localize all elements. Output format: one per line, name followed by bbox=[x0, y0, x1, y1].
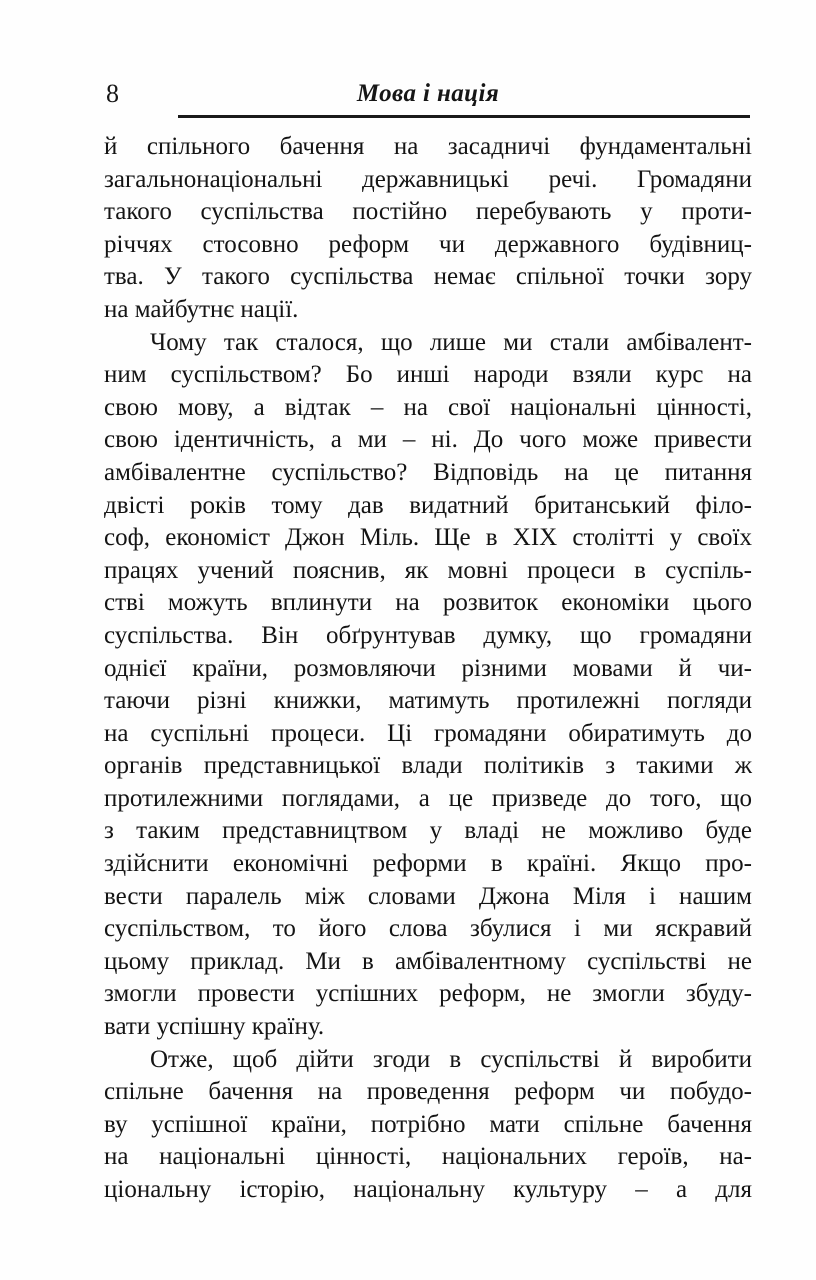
running-head bbox=[104, 80, 752, 112]
text-line: органів представницької влади політиків з такими ж bbox=[104, 752, 752, 780]
text-line: Отже, щоб дійти згоди в суспільстві й виробити bbox=[150, 1045, 752, 1073]
text-line: на майбутнє нації. bbox=[104, 295, 299, 323]
header-rule bbox=[178, 115, 750, 118]
text-line: свою мову, а відтак – на свої національні цінності, bbox=[104, 393, 752, 421]
text-line: річчях стосовно реформ чи державного будівниц- bbox=[104, 230, 752, 258]
page-number: 8 bbox=[106, 79, 119, 108]
text-line: суспільства. Він обґрунтував думку, що громадяни bbox=[104, 621, 752, 649]
text-line: протилежними поглядами, а це призведе до того, що bbox=[104, 784, 752, 812]
text-line: вати успішну країну. bbox=[104, 1013, 325, 1041]
text-line: спільне бачення на проведення реформ чи побудо- bbox=[104, 1078, 752, 1106]
text-line: такого суспільства постійно перебувають у проти- bbox=[104, 198, 752, 226]
text-line: тва. У такого суспільства немає спільної точки зору bbox=[104, 263, 752, 291]
text-line: з таким представництвом у владі не можливо буде bbox=[104, 817, 752, 845]
text-line: стві можуть вплинути на розвиток економіки цього bbox=[104, 589, 752, 617]
text-line: соф, економіст Джон Міль. Ще в XIX столітті у своїх bbox=[104, 524, 752, 552]
text-line: свою ідентичність, а ми – ні. До чого може привести bbox=[104, 426, 752, 454]
text-line: суспільством, то його слова збулися і ми яскравий bbox=[104, 915, 752, 943]
text-line: таючи різні книжки, матимуть протилежні погляди bbox=[104, 687, 752, 715]
body-text bbox=[104, 131, 752, 1207]
text-line: ним суспільством? Бо инші народи взяли курс на bbox=[104, 361, 752, 389]
text-line: на суспільні процеси. Ці громадяни обиратимуть до bbox=[104, 719, 752, 747]
text-line: однієї країни, розмовляючи різними мовами й чи- bbox=[104, 654, 752, 682]
text-line: вести паралель між словами Джона Міля і нашим bbox=[104, 882, 752, 910]
text-line: здійснити економічні реформи в країні. Якщо про- bbox=[104, 850, 752, 878]
text-line: двісті років тому дав видатний британський філо- bbox=[104, 491, 752, 519]
text-line: на національні цінності, національних героїв, на- bbox=[104, 1143, 752, 1171]
text-line: Чому так сталося, що лише ми стали амбівалент- bbox=[150, 328, 752, 356]
text-line: загальнонаціональні державницькі речі. Громадяни bbox=[104, 165, 752, 193]
text-line: цьому приклад. Ми в амбівалентному суспільстві не bbox=[104, 947, 752, 975]
text-line: ву успішної країни, потрібно мати спільне бачення bbox=[104, 1110, 752, 1138]
running-head-title: Мова і нація bbox=[356, 80, 500, 107]
text-column bbox=[104, 80, 752, 1207]
text-line: ціональну історію, національну культуру – а для bbox=[104, 1176, 752, 1203]
text-line: й спільного бачення на засадничі фундаментальні bbox=[104, 133, 752, 160]
text-line: змогли провести успішних реформ, не змогли збуду- bbox=[104, 980, 752, 1008]
text-line: амбівалентне суспільство? Відповідь на це питання bbox=[104, 458, 752, 486]
text-line: працях учений пояснив, як мовні процеси в суспіль- bbox=[104, 556, 752, 584]
